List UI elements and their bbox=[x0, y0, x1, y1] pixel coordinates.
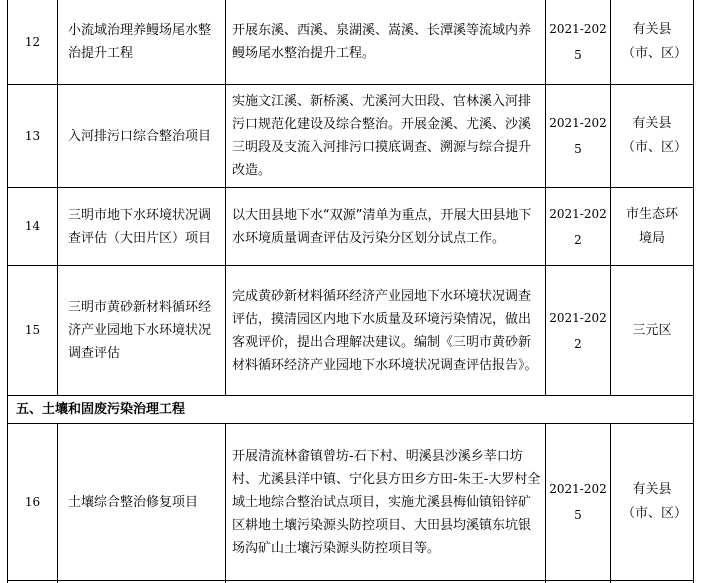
project-name: 三明市黄砂新材料循环经济产业园地下水环境状况调查评估 bbox=[68, 300, 212, 361]
project-name: 入河排污口综合整治项目 bbox=[68, 128, 212, 144]
grid-line bbox=[693, 0, 694, 583]
implementation-period: 2021-2022 bbox=[549, 310, 607, 351]
project-content: 开展清流林畲镇曾坊-石下村、明溪县沙溪乡莘口坊村、尤溪县洋中镇、宁化县方田乡方田-朱王-大罗村全域土地综合整治试点项目，实施尤溪县梅仙镇铅锌矿区耕地土壤污染源头防控项目、大田县均溪镇东坑银场沟矿山土壤污染源头防控项目等。 bbox=[232, 448, 541, 556]
implementation-period: 2021-2025 bbox=[549, 116, 607, 156]
section-title: 五、土壤和固废污染治理工程 bbox=[8, 396, 693, 423]
responsible-unit: 有关县（市、区） bbox=[622, 116, 688, 155]
project-content: 以大田县地下水“双源”清单为重点，开展大田县地下水环境质量调查评估及污染分区划分试点工作。 bbox=[232, 207, 532, 246]
implementation-period: 2021-2025 bbox=[549, 482, 607, 522]
row-number: 15 bbox=[24, 323, 41, 337]
implementation-period: 2021-2025 bbox=[549, 22, 607, 62]
implementation-period: 2021-2022 bbox=[549, 206, 607, 247]
project-name: 三明市地下水环境状况调查评估（大田片区）项目 bbox=[68, 207, 212, 246]
row-number: 12 bbox=[24, 34, 41, 49]
row-number: 14 bbox=[24, 219, 41, 233]
responsible-unit: 三元区 bbox=[632, 323, 672, 338]
project-content: 开展东溪、西溪、泉湖溪、嵩溪、长潭溪等流域内养鳗场尾水整治提升工程。 bbox=[232, 23, 532, 61]
responsible-unit: 市生态环境局 bbox=[625, 206, 678, 246]
row-number: 16 bbox=[24, 494, 41, 509]
project-content: 完成黄砂新材料循环经济产业园地下水环境状况调查评估，摸清园区内地下水质量及环境污染情况，做出客观评价，提出合理解决建议。编制《三明市黄砂新材料循环经济产业园地下水环境状况调查评估报告》。 bbox=[232, 288, 538, 373]
responsible-unit: 有关县（市、区） bbox=[622, 482, 688, 521]
project-name: 土壤综合整治修复项目 bbox=[68, 494, 199, 510]
row-number: 13 bbox=[24, 128, 41, 143]
project-name: 小流域治理养鳗场尾水整治提升工程 bbox=[68, 23, 212, 61]
project-content: 实施文江溪、新桥溪、尤溪河大田段、官林溪入河排污口规范化建设及综合整治。开展金溪、尤溪、沙溪三明段及支流入河排污口摸底调查、溯源与综合提升改造。 bbox=[232, 94, 532, 178]
responsible-unit: 有关县（市、区） bbox=[622, 22, 688, 61]
grid-line bbox=[7, 580, 693, 581]
